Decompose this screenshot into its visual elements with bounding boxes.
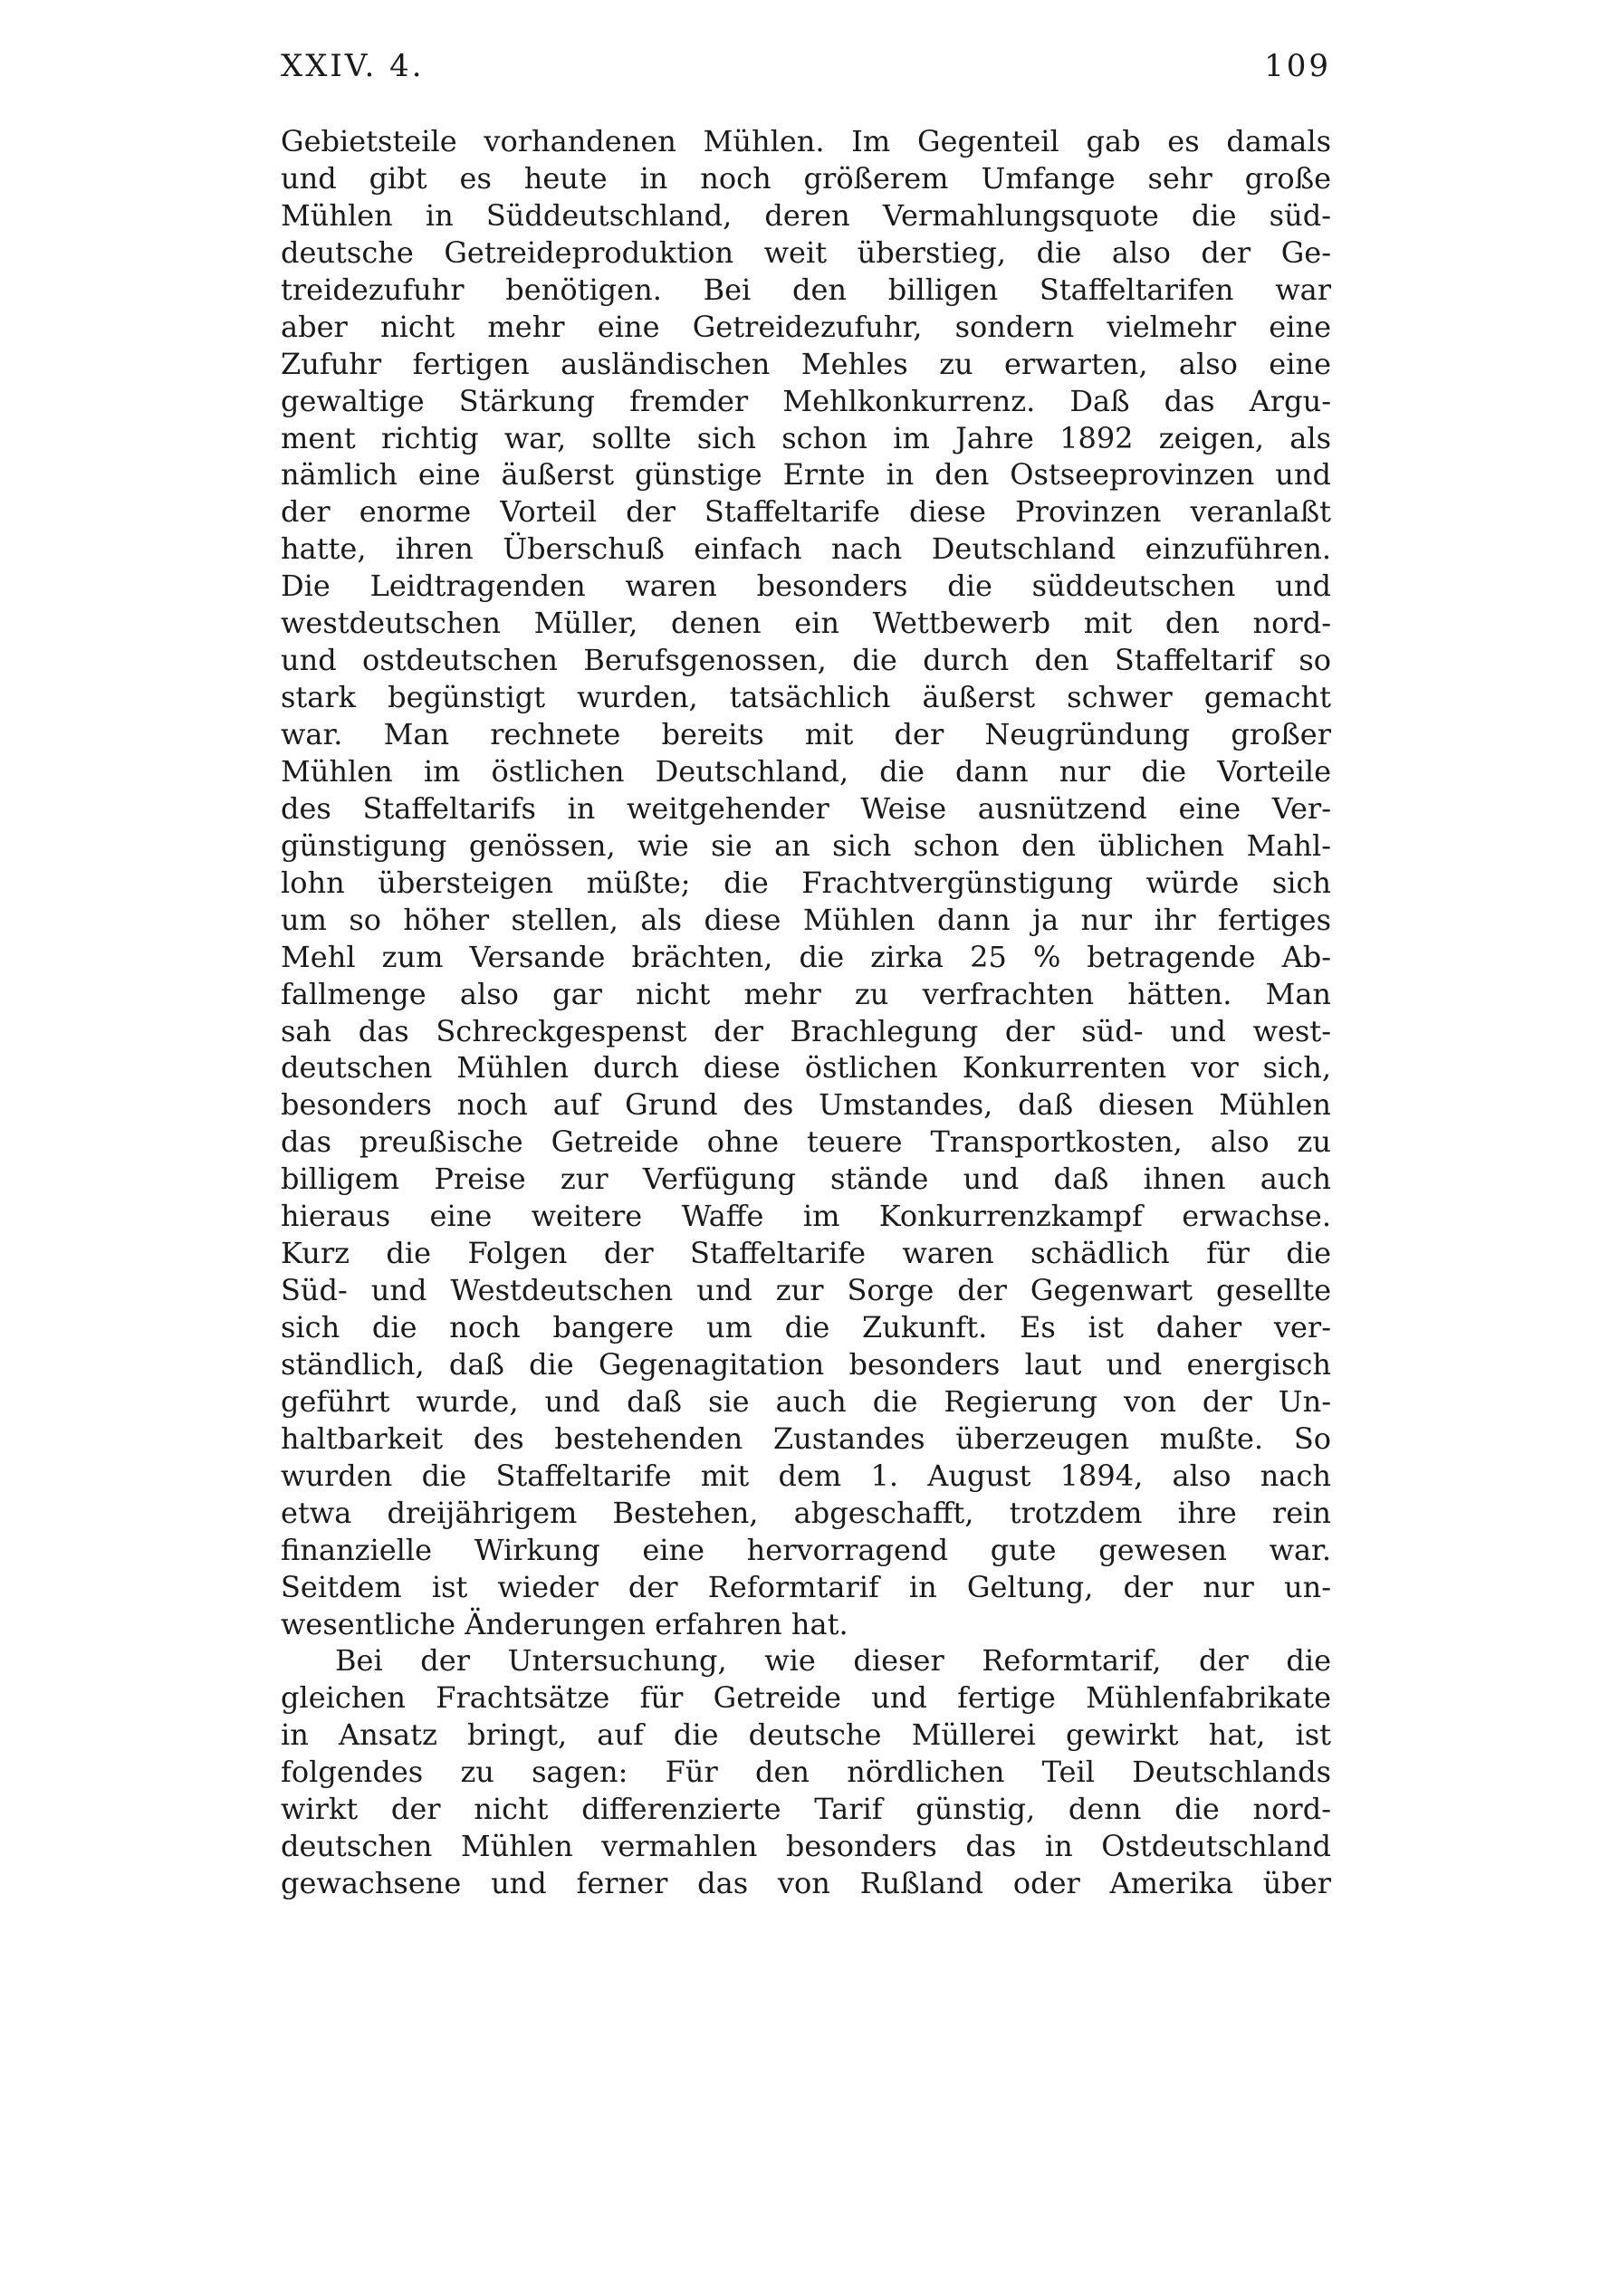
section-label: XXIV. 4. bbox=[281, 48, 425, 84]
text-line: Mühlen im östlichen Deutschland, die dann nur die Vorteile bbox=[281, 753, 1331, 789]
text-line: wurden die Staffeltarife mit dem 1. August 1894, also nach bbox=[281, 1458, 1331, 1493]
text-line: günstigung genössen, wie sie an sich schon den üblichen Mahl- bbox=[281, 828, 1331, 863]
text-line: Die Leidtragenden waren besonders die süddeutschen und bbox=[281, 569, 1331, 604]
text-line: und gibt es heute in noch größerem Umfange sehr große bbox=[281, 160, 1331, 196]
text-line: Mühlen in Süddeutschland, deren Vermahlungsquote die süd- bbox=[281, 197, 1331, 233]
text-line: westdeutschen Müller, denen ein Wettbewerb mit den nord- bbox=[281, 606, 1331, 641]
text-line: treidezufuhr benötigen. Bei den billigen Staffeltarifen war bbox=[281, 272, 1331, 307]
text-line: deutschen Mühlen vermahlen besonders das in Ostdeutschland bbox=[281, 1829, 1331, 1864]
paragraph-end-line: wesentliche Änderungen erfahren hat. bbox=[281, 1606, 848, 1641]
text-line: geführt wurde, und daß sie auch die Regierung von der Un- bbox=[281, 1383, 1331, 1419]
text-line: gleichen Frachtsätze für Getreide und fertige Mühlenfabrikate bbox=[281, 1680, 1331, 1716]
page-number: 109 bbox=[1264, 48, 1331, 84]
running-head bbox=[281, 43, 1331, 89]
text-line: Seitdem ist wieder der Reformtarif in Geltung, der nur un- bbox=[281, 1569, 1331, 1604]
text-line: der enorme Vorteil der Staffeltarife diese Provinzen veranlaßt bbox=[281, 494, 1331, 530]
text-line: in Ansatz bringt, auf die deutsche Müllerei gewirkt hat, ist bbox=[281, 1717, 1331, 1753]
text-line: etwa dreijährigem Bestehen, abgeschafft, trotzdem ihre rein bbox=[281, 1495, 1331, 1530]
body-text bbox=[281, 123, 1331, 1902]
text-line: aber nicht mehr eine Getreidezufuhr, sondern vielmehr eine bbox=[281, 309, 1331, 344]
paragraph-start-line: Bei der Untersuchung, wie dieser Reformtarif, der die bbox=[335, 1643, 1331, 1679]
text-line: Süd- und Westdeutschen und zur Sorge der Gegenwart gesellte bbox=[281, 1273, 1331, 1308]
text-line: folgendes zu sagen: Für den nördlichen Teil Deutschlands bbox=[281, 1755, 1331, 1790]
text-line: billigem Preise zur Verfügung stände und daß ihnen auch bbox=[281, 1162, 1331, 1197]
text-line: ständlich, daß die Gegenagitation besonders laut und energisch bbox=[281, 1346, 1331, 1382]
text-line: Kurz die Folgen der Staffeltarife waren schädlich für die bbox=[281, 1236, 1331, 1271]
text-line: haltbarkeit des bestehenden Zustandes überzeugen mußte. So bbox=[281, 1421, 1331, 1456]
text-line: Zufuhr fertigen ausländischen Mehles zu erwarten, also eine bbox=[281, 346, 1331, 381]
text-line: sah das Schreckgespenst der Brachlegung der süd- und west- bbox=[281, 1013, 1331, 1048]
text-line: hatte, ihren Überschuß einfach nach Deutschland einzuführen. bbox=[281, 531, 1331, 567]
text-line: wirkt der nicht differenzierte Tarif günstig, denn die nord- bbox=[281, 1792, 1331, 1827]
text-line: um so höher stellen, als diese Mühlen dann ja nur ihr fertiges bbox=[281, 902, 1331, 937]
text-line: deutschen Mühlen durch diese östlichen Konkurrenten vor sich, bbox=[281, 1050, 1331, 1086]
text-line: und ostdeutschen Berufsgenossen, die durch den Staffeltarif so bbox=[281, 643, 1331, 678]
text-line: des Staffeltarifs in weitgehender Weise ausnützend eine Ver- bbox=[281, 790, 1331, 826]
text-line: besonders noch auf Grund des Umstandes, daß diesen Mühlen bbox=[281, 1087, 1331, 1123]
text-line: Mehl zum Versande brächten, die zirka 25 % betragende Ab- bbox=[281, 939, 1331, 974]
text-line: hieraus eine weitere Waffe im Konkurrenzkampf erwachse. bbox=[281, 1199, 1331, 1234]
text-line: ment richtig war, sollte sich schon im Jahre 1892 zeigen, als bbox=[281, 420, 1331, 455]
text-line: finanzielle Wirkung eine hervorragend gute gewesen war. bbox=[281, 1532, 1331, 1567]
text-line: stark begünstigt wurden, tatsächlich äußerst schwer gemacht bbox=[281, 680, 1331, 715]
text-line: deutsche Getreideproduktion weit überstieg, die also der Ge- bbox=[281, 234, 1331, 270]
text-line: sich die noch bangere um die Zukunft. Es ist daher ver- bbox=[281, 1310, 1331, 1344]
text-line: Gebietsteile vorhandenen Mühlen. Im Gegenteil gab es damals bbox=[281, 124, 1331, 158]
text-line: war. Man rechnete bereits mit der Neugründung großer bbox=[281, 717, 1331, 751]
text-line: lohn übersteigen müßte; die Frachtvergünstigung würde sich bbox=[281, 865, 1331, 900]
text-line: fallmenge also gar nicht mehr zu verfrachten hätten. Man bbox=[281, 976, 1331, 1011]
text-line: das preußische Getreide ohne teuere Transportkosten, also zu bbox=[281, 1124, 1331, 1160]
text-line: gewachsene und ferner das von Rußland oder Amerika über bbox=[281, 1866, 1331, 1901]
text-line: nämlich eine äußerst günstige Ernte in den Ostseeprovinzen und bbox=[281, 457, 1331, 493]
text-line: gewaltige Stärkung fremder Mehlkonkurrenz. Daß das Argu- bbox=[281, 383, 1331, 418]
